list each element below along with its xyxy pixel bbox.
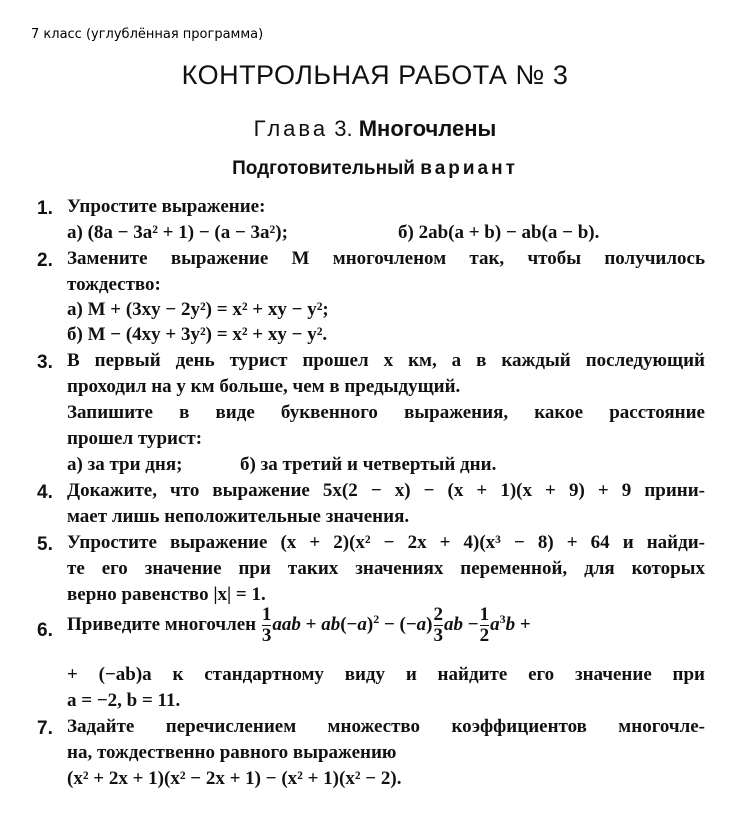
task-3-line4: прошел турист:	[67, 428, 203, 449]
task-4-line1: Докажите, что выражение 5x(2 − x) − (x + 1)(x + 9) + 9 прини-	[67, 480, 705, 501]
task-1-part-a: а) (8a − 3a² + 1) − (a − 3a²);	[67, 222, 288, 243]
task-2-part-b: б) M − (4xy + 3y²) = x² + xy − y².	[67, 324, 328, 345]
chapter-number: 3.	[334, 116, 353, 141]
variant-heading	[0, 158, 750, 180]
task-5-number: 5.	[37, 534, 53, 555]
task-5-line1: Упростите выражение (x + 2)(x² − 2x + 4)(x³ − 8) + 64 и найди-	[67, 532, 705, 553]
task-6-line1: Приведите многочлен $\frac{1}{3}$ aab + $ab(-a)^2 - (-a)$ $\frac{2}{3}$ ab − $\frac{1}{2}$ $a^3b$ +	[67, 603, 531, 646]
page-title: КОНТРОЛЬНАЯ РАБОТА № 3	[181, 60, 569, 90]
task-3-line1: В первый день турист прошел x км, а в каждый последующий	[67, 350, 705, 371]
task-3-line3: Запишите в виде буквенного выражения, какое расстояние	[67, 402, 705, 423]
task-3-line2: проходил на y км больше, чем в предыдущий.	[67, 376, 461, 397]
grade-label: 7 класс (углублённая программа)	[31, 27, 264, 42]
task-7-line2: на, тождественно равного выражению	[67, 742, 397, 763]
task-7-line3: (x² + 2x + 1)(x² − 2x + 1) − (x² + 1)(x² − 2).	[67, 768, 402, 789]
task-3-number: 3.	[37, 352, 53, 373]
task-5-line2: те его значение при таких значениях переменной, для которых	[67, 558, 705, 579]
task-7-number: 7.	[37, 718, 53, 739]
task-3-part-a: а) за три дня;	[67, 454, 183, 475]
task-6-line3: a = −2, b = 11.	[67, 690, 181, 711]
variant-word1: Подготовительный	[232, 158, 415, 179]
variant-word2: вариант	[420, 158, 518, 179]
task-6-line2: + (−ab)a к стандартному виду и найдите его значение при	[67, 664, 705, 685]
task-2-line1: Замените выражение M многочленом так, чтобы получилось	[67, 248, 705, 269]
task-1-part-b: б) 2ab(a + b) − ab(a − b).	[398, 222, 600, 243]
fraction-3: $\frac{1}{2}$	[479, 603, 490, 646]
fraction-2: $\frac{2}{3}$	[433, 603, 443, 646]
task-2-line2: тождество:	[67, 274, 161, 295]
task-4-number: 4.	[37, 482, 53, 503]
fraction-1: $\frac{1}{3}$	[261, 603, 272, 646]
task-1-number: 1.	[37, 198, 53, 219]
task-7-line1: Задайте перечислением множество коэффициентов многочле-	[67, 716, 705, 737]
chapter-name: Многочлены	[358, 116, 497, 141]
task-6-number: 6.	[37, 620, 53, 641]
task-3-part-b: б) за третий и четвертый дни.	[240, 454, 497, 475]
chapter-prefix: Глава	[253, 116, 329, 141]
task-5-line3: верно равенство |x| = 1.	[67, 584, 266, 605]
task-6-line1-text: Приведите многочлен	[67, 614, 257, 635]
task-2-number: 2.	[37, 250, 53, 271]
chapter-heading	[0, 116, 750, 142]
task-1-text: Упростите выражение:	[67, 196, 266, 217]
task-4-line2: мает лишь неположительные значения.	[67, 506, 410, 527]
task-2-part-a: а) M + (3xy − 2y²) = x² + xy − y²;	[67, 299, 329, 320]
